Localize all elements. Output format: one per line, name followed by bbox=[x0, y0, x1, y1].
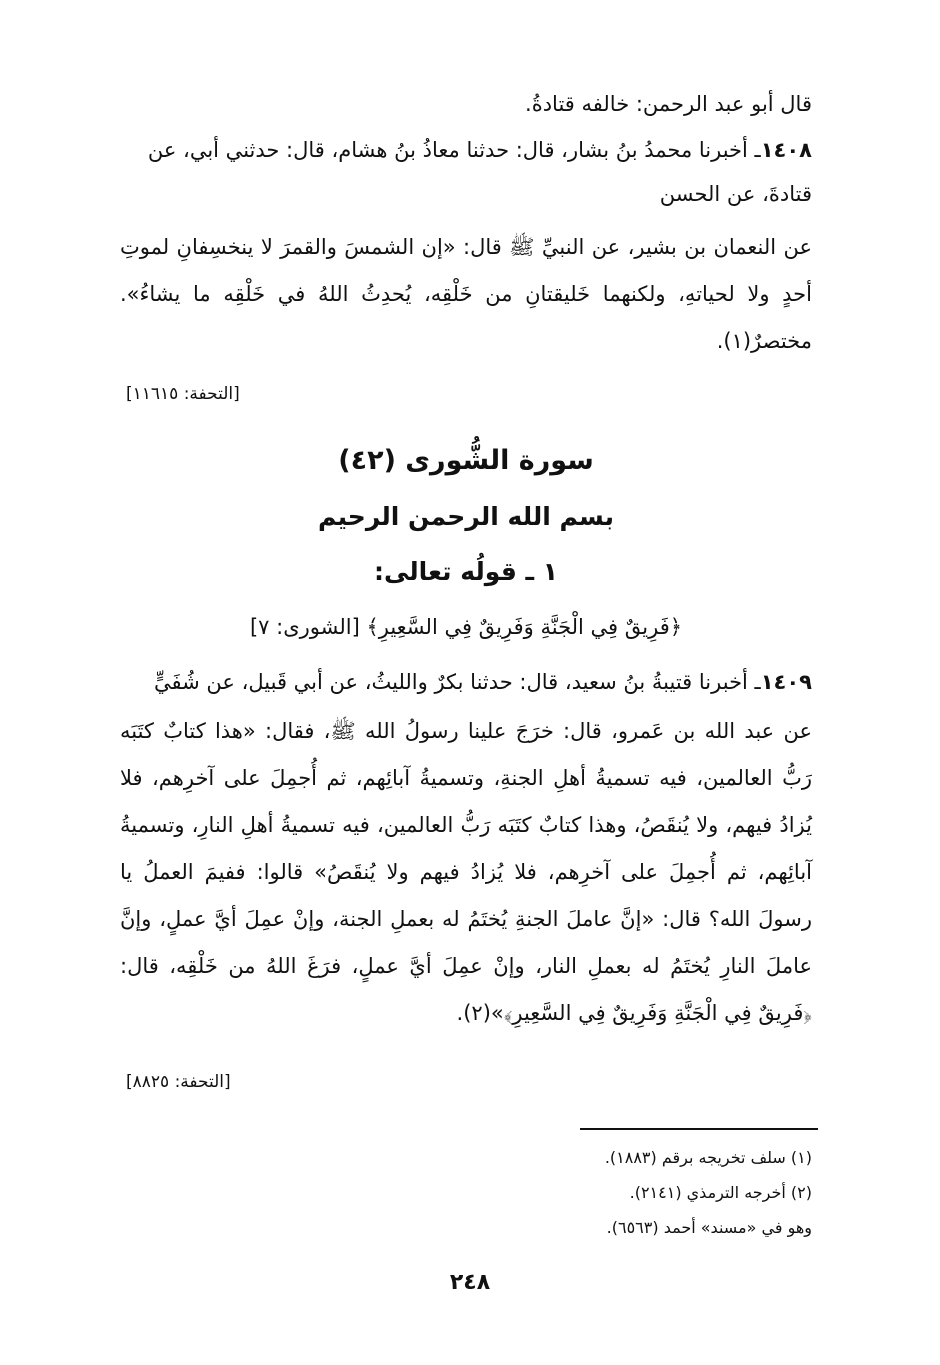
footnote-2: (٢) أخرجه الترمذي (٢١٤١). bbox=[629, 1183, 812, 1202]
qala-line: قال أبو عبد الرحمن: خالفه قتادةُ. bbox=[525, 92, 812, 116]
hadith-1408 bbox=[120, 128, 812, 365]
hadith-number: ١٤٠٨ bbox=[760, 138, 812, 162]
isnad-text: ـ أخبرنا قتيبةُ بنُ سعيد، قال: حدثنا بكرٌ والليثُ، عن أبي قَبيل، عن شُفَيٍّ bbox=[154, 670, 761, 694]
isnad-text: ـ أخبرنا محمدُ بنُ بشار، قال: حدثنا معاذُ بنُ هشام، قال: حدثني أبي، عن قتادةَ، عن الحسن bbox=[147, 138, 812, 206]
section-heading: ١ ـ قولُه تعالى: bbox=[373, 557, 559, 586]
surah-title: سورة الشُّورى (٤٢) bbox=[338, 445, 594, 476]
hadith-1408-matn: عن النعمان بن بشير، عن النبيِّ ﷺ قال: «إن الشمسَ والقمرَ لا ينخسِفانِ لموتِ أحدٍ ولا لحياتهِ، ولكنهما خَليقتانِ من خَلْقِه، يُحدِثُ اللهُ في خَلْقِه ما يشاءُ». مختصرٌ(١). bbox=[120, 235, 812, 353]
tuhfa-ref-1408: [التحفة: ١١٦١٥] bbox=[126, 384, 240, 404]
hadith-number: ١٤٠٩ bbox=[760, 670, 812, 694]
tuhfa-ref-1409: [التحفة: ٨٨٢٥] bbox=[126, 1072, 231, 1092]
hadith-1409-matn: عن عبد الله بن عَمرو، قال: خرَجَ علينا رسولُ الله ﷺ، فقال: «هذا كتابٌ كتَبَه رَبُّ العالمين، فيه تسميةُ أهلِ الجنةِ، وتسميةُ آبائِهم، ثم أُجمِلَ على آخرِهم، فلا يُزادُ فيهم، ولا يُنقَصُ، وهذا كتابٌ كتَبَه رَبُّ العالمين، فيه تسميةُ أهلِ النارِ، وتسميةُ آبائِهم، ثم أُجمِلَ على آخرِهم، فلا يُزادُ فيهم ولا يُنقَصُ» قالوا: ففيمَ العملُ يا رسولَ الله؟ قال: «إنَّ عاملَ الجنةِ يُختَمُ له بعملِ الجنة، وإنْ عمِلَ أيَّ عملٍ، وإنَّ عاملَ النارِ يُختَمُ له بعملِ النار، وإنْ عمِلَ أيَّ عملٍ، فرَغَ اللهُ من خَلْقِه، قال: ﴿فَرِيقٌ فِي الْجَنَّةِ وَفَرِيقٌ فِي السَّعِيرِ﴾»(٢). bbox=[120, 719, 812, 1025]
qala-block bbox=[120, 82, 812, 126]
footnote-separator bbox=[580, 1128, 818, 1130]
footnotes bbox=[452, 1140, 812, 1245]
hadith-1409 bbox=[120, 660, 812, 1037]
page-number: ٢٤٨ bbox=[449, 1270, 491, 1295]
footnote-2-continued: وهو في «مسند» أحمد (٦٥٦٣). bbox=[606, 1218, 812, 1237]
quran-verse: ﴿فَرِيقٌ فِي الْجَنَّةِ وَفَرِيقٌ فِي السَّعِيرِ﴾ [الشورى: ٧] bbox=[249, 615, 683, 639]
basmala: بسم الله الرحمن الرحيم bbox=[318, 502, 614, 531]
hadith-1408-isnad bbox=[120, 128, 812, 216]
footnote-1: (١) سلف تخريجه برقم (١٨٨٣). bbox=[604, 1148, 812, 1167]
hadith-1409-isnad bbox=[120, 660, 812, 704]
